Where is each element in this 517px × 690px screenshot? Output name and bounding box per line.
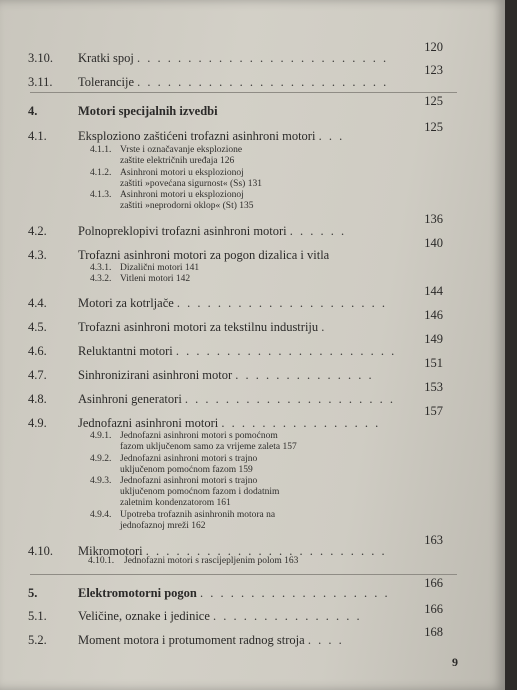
entry-page: 146 xyxy=(424,308,443,322)
entry-number: 4.3. xyxy=(28,248,47,262)
entry-title: Reluktantni motori . . . . . . . . . . . . . . . . . . . . . . xyxy=(78,344,397,358)
divider xyxy=(30,92,457,93)
entry-title: Motori za kotrljače . . . . . . . . . . . . . . . . . . . . . xyxy=(78,296,388,310)
toc-subentry-4-9-1: 4.9.1. Jednofazni asinhroni motori s pomoćnom fazom uključenom samo za vrijeme zaleta 157 xyxy=(90,431,297,452)
entry-number: 4.9. xyxy=(28,416,47,430)
entry-title: Kratki spoj . . . . . . . . . . . . . . . . . . . . . . . . . xyxy=(78,51,389,65)
divider xyxy=(30,574,457,575)
entry-page: 120 xyxy=(424,40,443,54)
entry-title: Trofazni asinhroni motori za pogon dizalica i vitla xyxy=(78,248,330,262)
toc-entry-4-7 xyxy=(28,368,460,384)
entry-number: 4.2. xyxy=(28,224,47,238)
toc-subentry-4-1-3: 4.1.3. Asinhroni motori u eksplozionoj zaštiti »neprodorni oklop« (St) 135 xyxy=(90,190,254,211)
entry-page: 136 xyxy=(424,212,443,226)
toc-entry-4-3 xyxy=(28,248,460,264)
entry-number: 4.7. xyxy=(28,368,47,382)
entry-page: 151 xyxy=(424,356,443,370)
entry-page: 144 xyxy=(424,284,443,298)
toc-subentry-4-3-1: 4.3.1. Dizalični motori 141 xyxy=(90,263,200,273)
entry-page: 149 xyxy=(424,332,443,346)
toc-subentry-4-1-1: 4.1.1. Vrste i označavanje eksplozione zaštite električnih uređaja 126 xyxy=(90,145,243,166)
entry-page: 125 xyxy=(424,94,443,108)
toc-entry-3-11 xyxy=(28,75,460,91)
entry-title: Eksploziono zaštićeni trofazni asinhroni motori . . . xyxy=(78,129,345,143)
entry-page: 153 xyxy=(424,380,443,394)
entry-number: 4. xyxy=(28,104,38,118)
entry-number: 3.10. xyxy=(28,51,53,65)
entry-page: 140 xyxy=(424,236,443,250)
entry-title: Jednofazni asinhroni motori . . . . . . . . . . . . . . . . xyxy=(78,416,381,430)
entry-title: Trofazni asinhroni motori za tekstilnu industriju . xyxy=(78,320,327,334)
entry-number: 3.11. xyxy=(28,75,53,89)
entry-title: Polnopreklopivi trofazni asinhroni motori . . . . . . xyxy=(78,224,347,238)
entry-page: 125 xyxy=(424,120,443,134)
toc-subentry-4-3-2: 4.3.2. Vitleni motori 142 xyxy=(90,274,191,284)
entry-number: 5.1. xyxy=(28,609,47,623)
toc-entry-5-2 xyxy=(28,633,460,649)
toc-entry-4-2 xyxy=(28,224,460,240)
entry-number: 4.6. xyxy=(28,344,47,358)
toc-entry-4 xyxy=(28,104,460,120)
entry-page: 163 xyxy=(424,533,443,547)
entry-number: 4.1. xyxy=(28,129,47,143)
toc-subentry-4-9-4: 4.9.4. Upotreba trofaznih asinhronih motora na jednofaznoj mreži 162 xyxy=(90,510,276,531)
entry-title: Elektromotorni pogon . . . . . . . . . . . . . . . . . . . xyxy=(78,586,390,600)
entry-number: 5.2. xyxy=(28,633,47,647)
entry-title: Mikromotori . . . . . . . . . . . . . . . . . . . . . . . . xyxy=(78,544,387,558)
toc-entry-4-9 xyxy=(28,416,460,432)
book-edge xyxy=(505,0,517,690)
toc-entry-4-8 xyxy=(28,392,460,408)
entry-page: 166 xyxy=(424,576,443,590)
entry-page: 123 xyxy=(424,63,443,77)
toc-subentry-4-1-2: 4.1.2. Asinhroni motori u eksplozionoj zaštiti »povećana sigurnost« (Ss) 131 xyxy=(90,168,262,189)
entry-title: Veličine, oznake i jedinice . . . . . . . . . . . . . . . xyxy=(78,609,362,623)
toc-entry-3-10 xyxy=(28,51,460,67)
toc-subentry-4-9-2: 4.9.2. Jednofazni asinhroni motori s trajno uključenom pomoćnom fazom 159 xyxy=(90,454,258,475)
entry-number: 4.10. xyxy=(28,544,53,558)
toc-entry-4-4 xyxy=(28,296,460,312)
entry-number: 5. xyxy=(28,586,38,600)
entry-title: Tolerancije . . . . . . . . . . . . . . . . . . . . . . . . . xyxy=(78,75,389,89)
entry-number: 4.5. xyxy=(28,320,47,334)
entry-number: 4.4. xyxy=(28,296,47,310)
page-number: 9 xyxy=(452,655,458,669)
toc-subentry-4-10-1: 4.10.1. Jednofazni motori s rascijepljenim polom 163 xyxy=(88,556,299,566)
toc-entry-5-1 xyxy=(28,609,460,625)
toc-entry-4-6 xyxy=(28,344,460,360)
entry-title: Sinhronizirani asinhroni motor . . . . . . . . . . . . . . xyxy=(78,368,374,382)
entry-title: Motori specijalnih izvedbi xyxy=(78,104,218,118)
entry-title: Moment motora i protumoment radnog stroja . . . . xyxy=(78,633,344,647)
entry-number: 4.8. xyxy=(28,392,47,406)
entry-page: 168 xyxy=(424,625,443,639)
toc-entry-4-5 xyxy=(28,320,460,336)
toc-entry-4-1 xyxy=(28,129,460,145)
entry-page: 157 xyxy=(424,404,443,418)
entry-title: Asinhroni generatori . . . . . . . . . . . . . . . . . . . . . xyxy=(78,392,396,406)
entry-page: 166 xyxy=(424,602,443,616)
toc-subentry-4-9-3: 4.9.3. Jednofazni asinhroni motori s trajno uključenom pomoćnom fazom i dodatnim zaletnim kondenzatorom 161 xyxy=(90,476,280,508)
toc-entry-5 xyxy=(28,586,460,602)
